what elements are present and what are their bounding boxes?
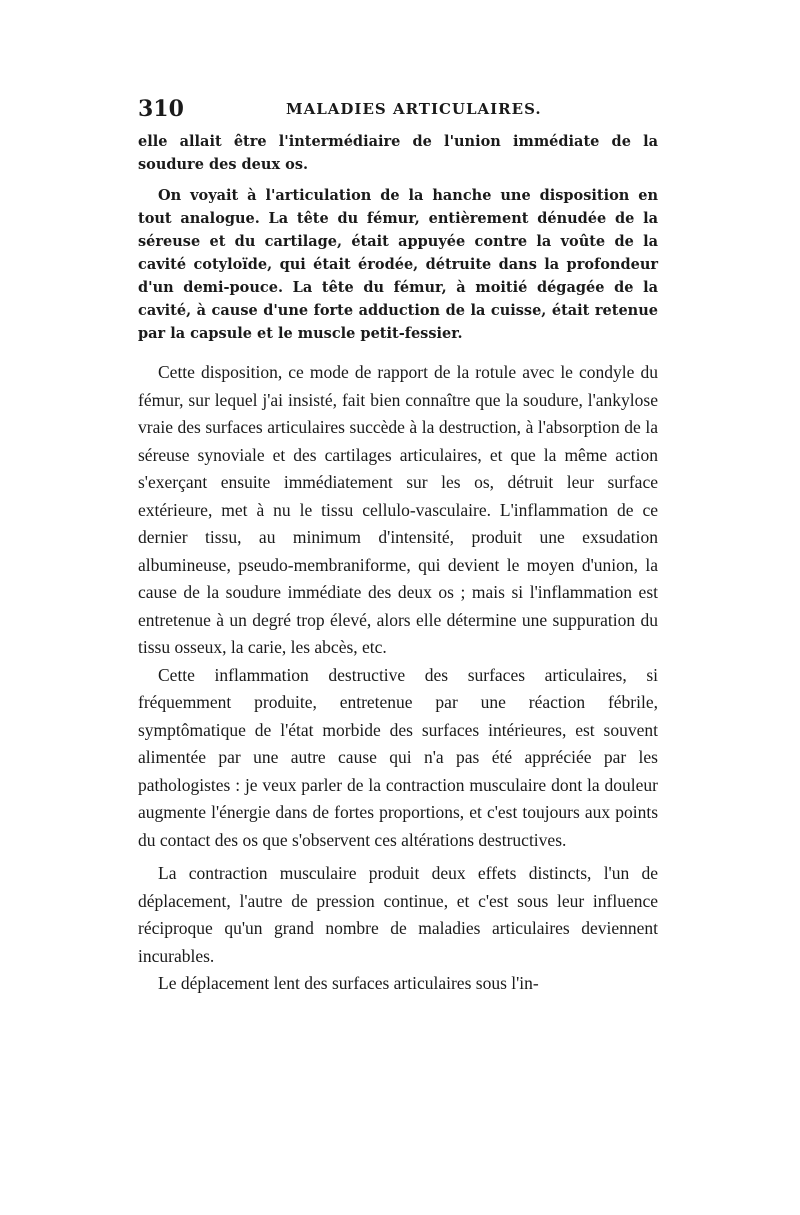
paragraph-inflammation: Cette inflammation destructive des surfaces articulaires, si fréquemment produite, entretenue par une réaction fébrile, symptômatique de l'état morbide des surfaces intérieures, est souvent alimentée par une autre cause qui n'a pas été appréciée par les pathologistes : je veux parler de la contraction musculaire dont la douleur augmente l'énergie dans de fortes proportions, et c'est toujours aux points du contact des os que s'observent ces altérations destructives.	[138, 664, 658, 850]
small-print-section	[138, 130, 658, 345]
page-number: 310	[138, 96, 184, 122]
running-head: MALADIES ARTICULAIRES.	[286, 100, 542, 118]
paragraph-displacement: Le déplacement lent des surfaces articulaires sous l'in-	[158, 973, 539, 993]
page-header	[138, 96, 668, 126]
paragraph-disposition: Cette disposition, ce mode de rapport de la rotule avec le condyle du fémur, sur lequel j'ai insisté, fait bien connaître que la soudure, l'ankylose vraie des surfaces articulaires succède à la destruction, à l'absorption de la séreuse synoviale et des cartilages articulaires, et que la même action s'exerçant ensuite immédiatement sur les os, détruit leur surface extérieure, met à nu le tissu cellulo-vasculaire. L'inflammation de ce dernier tissu, au minimum d'intensité, produit une exsudation albumineuse, pseudo-membraniforme, qui devient le moyen d'union, la cause de la soudure immédiate des deux os ; mais si l'inflammation est entretenue à un degré trop élevé, alors elle détermine une suppuration du tissu osseux, la carie, les abcès, etc.	[138, 362, 658, 657]
main-text-section	[138, 359, 658, 998]
paragraph-continuation: elle allait être l'intermédiaire de l'union immédiate de la soudure des deux os.	[138, 133, 658, 173]
page-body	[138, 130, 658, 998]
paragraph-contraction: La contraction musculaire produit deux effets distincts, l'un de déplacement, l'autre de pression continue, et c'est sous leur influence réciproque qu'un grand nombre de maladies articulaires deviennent incurables.	[138, 863, 658, 966]
paragraph-hip-joint: On voyait à l'articulation de la hanche une disposition en tout analogue. La tête du fémur, entièrement dénudée de la séreuse et du cartilage, était appuyée contre la voûte de la cavité cotyloïde, qui était érodée, détruite dans la profondeur d'un demi-pouce. La tête du fémur, à moitié dégagée de la cavité, à cause d'une forte adduction de la cuisse, était retenue par la capsule et le muscle petit-fessier.	[138, 187, 658, 342]
